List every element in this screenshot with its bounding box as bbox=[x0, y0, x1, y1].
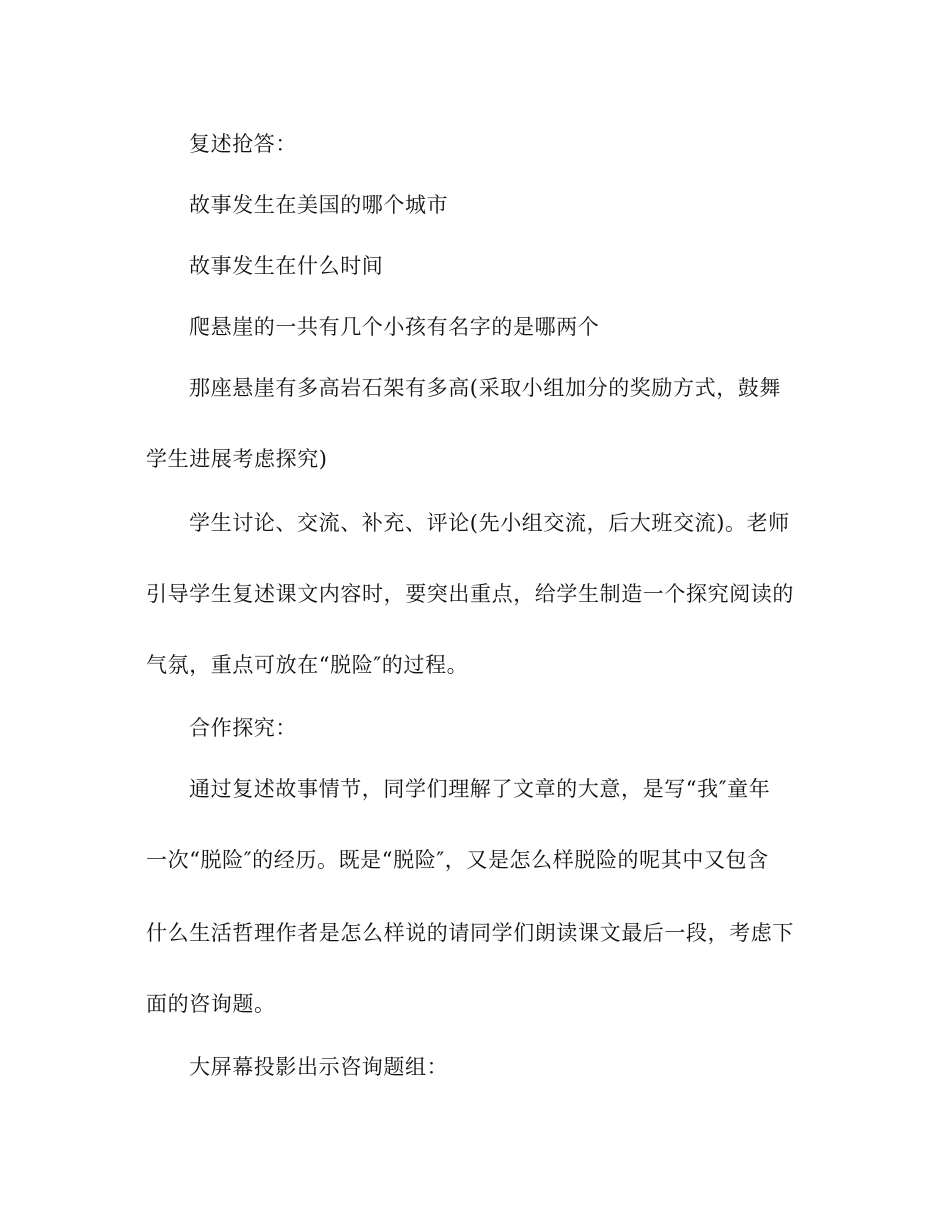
paragraph-line: 那座悬崖有多高岩石架有多高(采取小组加分的奖励方式，鼓舞 bbox=[189, 376, 781, 400]
paragraph-line: 面的咨询题。 bbox=[146, 992, 276, 1016]
paragraph-line: 故事发生在美国的哪个城市 bbox=[189, 193, 449, 217]
paragraph-line: 合作探究： bbox=[189, 716, 297, 740]
paragraph-line: 气氛，重点可放在“脱险″的过程。 bbox=[146, 653, 469, 677]
paragraph-line: 什么生活哲理作者是怎么样说的请同学们朗读课文最后一段，考虑下 bbox=[146, 921, 794, 945]
paragraph-line: 故事发生在什么时间 bbox=[189, 254, 384, 278]
paragraph-line: 一次“脱险″的经历。既是“脱险″，又是怎么样脱险的呢其中又包含 bbox=[146, 848, 769, 872]
paragraph-line: 引导学生复述课文内容时，要突出重点，给学生制造一个探究阅读的 bbox=[146, 582, 794, 606]
paragraph-line: 通过复述故事情节，同学们理解了文章的大意，是写“我″童年 bbox=[189, 777, 771, 801]
paragraph-line: 复述抢答： bbox=[189, 132, 297, 156]
paragraph-line: 爬悬崖的一共有几个小孩有名字的是哪两个 bbox=[189, 315, 600, 339]
paragraph-line: 学生进展考虑探究) bbox=[146, 447, 328, 471]
paragraph-line: 学生讨论、交流、补充、评论(先小组交流，后大班交流)。老师 bbox=[189, 511, 790, 535]
paragraph-line: 大屏幕投影出示咨询题组： bbox=[189, 1055, 449, 1079]
